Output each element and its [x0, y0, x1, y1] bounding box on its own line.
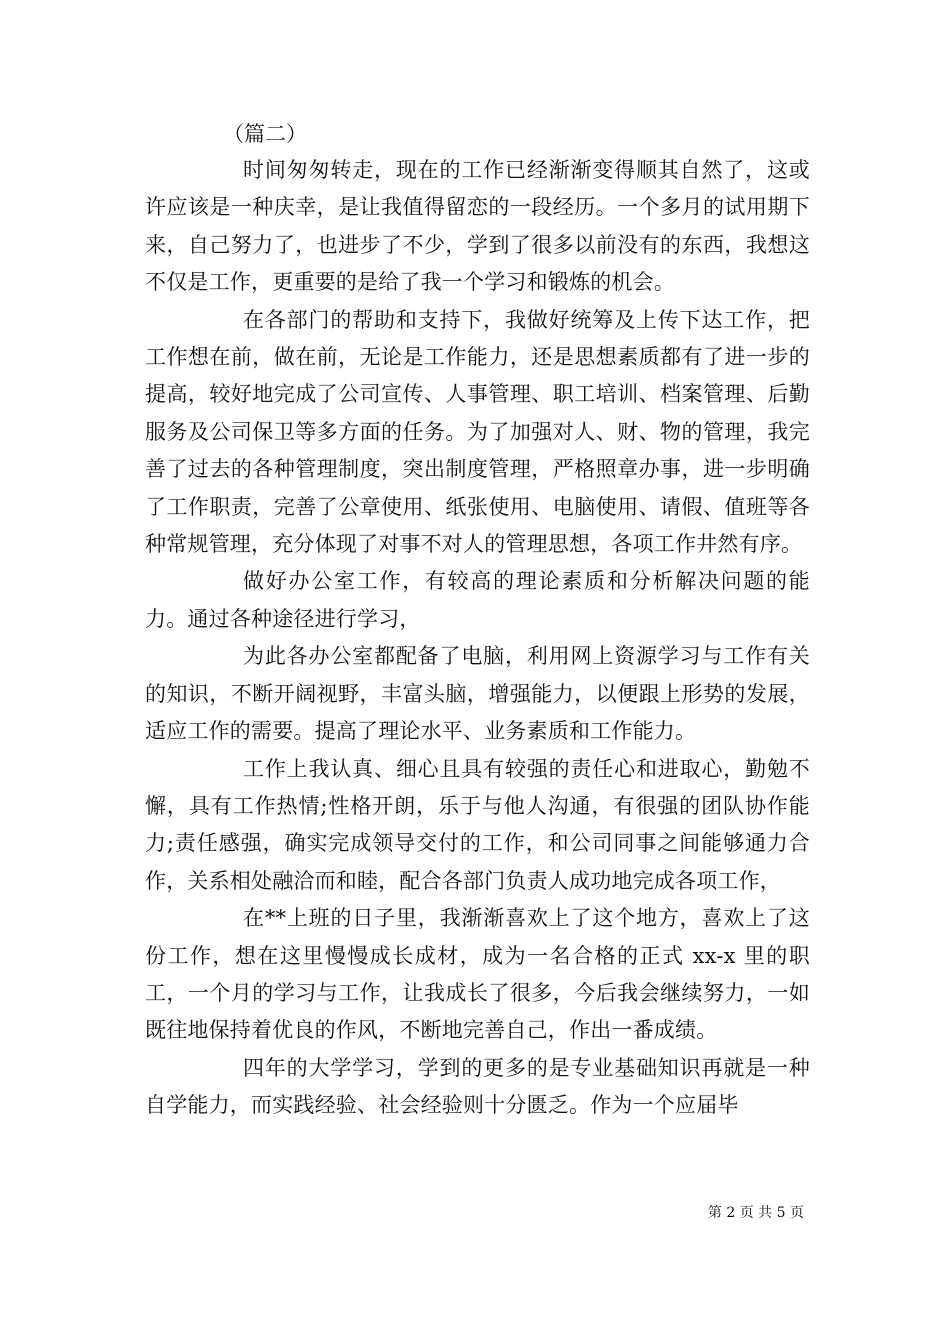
- paragraph-4: 为此各办公室都配备了电脑，利用网上资源学习与工作有关的知识，不断开阔视野，丰富头脑，增强能力，以便跟上形势的发展，适应工作的需要。提高了理论水平、业务素质和工作能力。: [145, 644, 810, 744]
- paragraph-6: 在**上班的日子里，我渐渐喜欢上了这个地方，喜欢上了这份工作，想在这里慢慢成长成材，成为一名合格的正式 xx-x 里的职工，一个月的学习与工作，让我成长了很多，今后我会继续努力，一如既往地保持着优良的作风，不断地完善自己，作出一番成绩。: [145, 906, 810, 1043]
- document-body: [145, 116, 810, 1125]
- section-heading: （篇二）: [223, 122, 307, 146]
- paragraph-7: 四年的大学学习，学到的更多的是专业基础知识再就是一种自学能力，而实践经验、社会经验则十分匮乏。作为一个应届毕: [145, 1055, 810, 1118]
- page-number-footer: 第 2 页 共 5 页: [707, 1205, 804, 1221]
- paragraph-3: 做好办公室工作，有较高的理论素质和分析解决问题的能力。通过各种途径进行学习，: [145, 569, 810, 631]
- paragraph-2: 在各部门的帮助和支持下，我做好统筹及上传下达工作，把工作想在前，做在前，无论是工作能力，还是思想素质都有了进一步的提高，较好地完成了公司宣传、人事管理、职工培训、档案管理、后勤服务及公司保卫等多方面的任务。为了加强对人、财、物的管理，我完善了过去的各种管理制度，突出制度管理，严格照章办事，进一步明确了工作职责，完善了公章使用、纸张使用、电脑使用、请假、值班等各种常规管理，充分体现了对事不对人的管理思想，各项工作井然有序。: [145, 307, 810, 557]
- paragraph-1: 时间匆匆转走，现在的工作已经渐渐变得顺其自然了，这或许应该是一种庆幸，是让我值得留恋的一段经历。一个多月的试用期下来，自己努力了，也进步了不少，学到了很多以前没有的东西，我想这不仅是工作，更重要的是给了我一个学习和锻炼的机会。: [145, 158, 810, 295]
- paragraph-5: 工作上我认真、细心且具有较强的责任心和进取心，勤勉不懈，具有工作热情;性格开朗，乐于与他人沟通，有很强的团队协作能力;责任感强，确实完成领导交付的工作，和公司同事之间能够通力合作，关系相处融洽而和睦，配合各部门负责人成功地完成各项工作，: [145, 756, 810, 893]
